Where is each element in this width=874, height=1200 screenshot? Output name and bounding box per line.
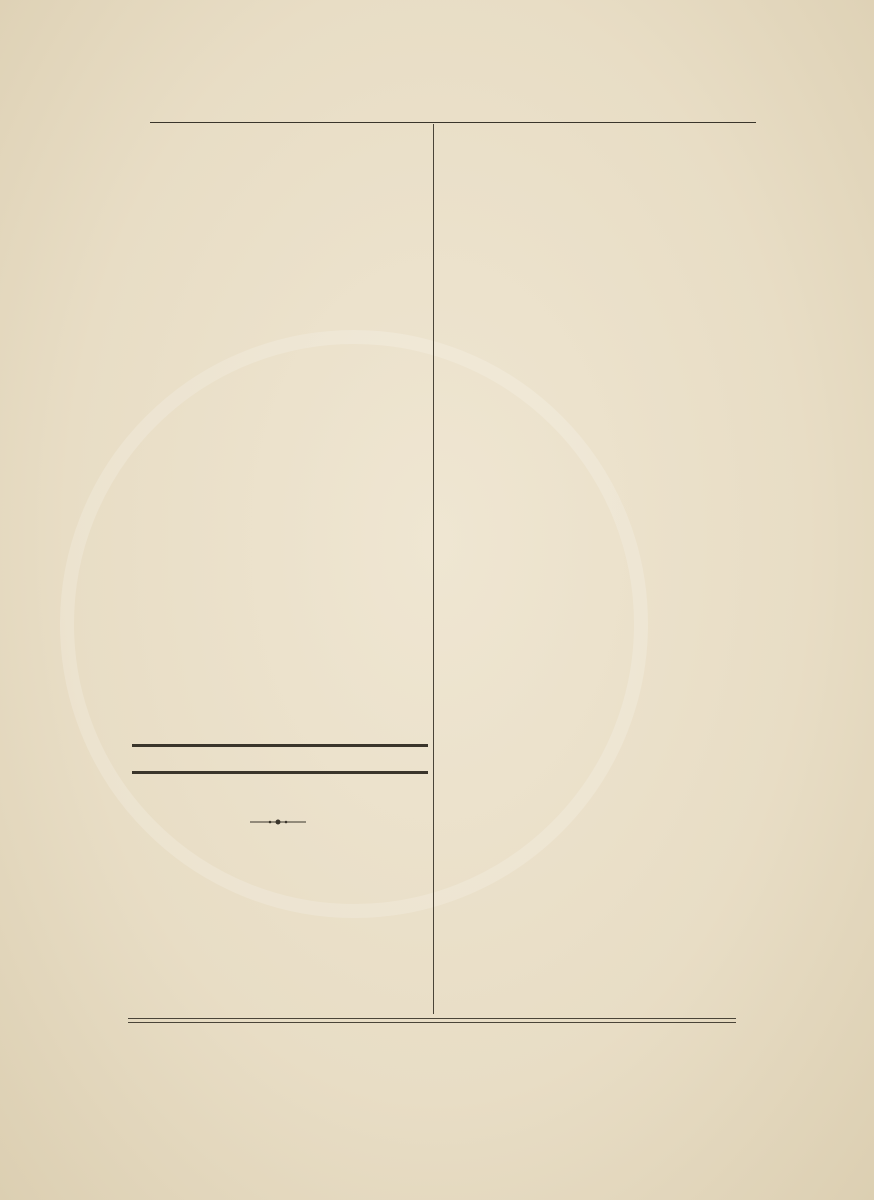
footer-rule-double [128, 1022, 736, 1023]
header-rule [150, 122, 756, 123]
decorative-border-ornament [132, 744, 428, 774]
column-divider [433, 124, 434, 1014]
footer-rule [128, 1018, 736, 1019]
page-header [150, 86, 740, 112]
watermark-circle [60, 330, 648, 918]
title-ornament [250, 818, 306, 826]
